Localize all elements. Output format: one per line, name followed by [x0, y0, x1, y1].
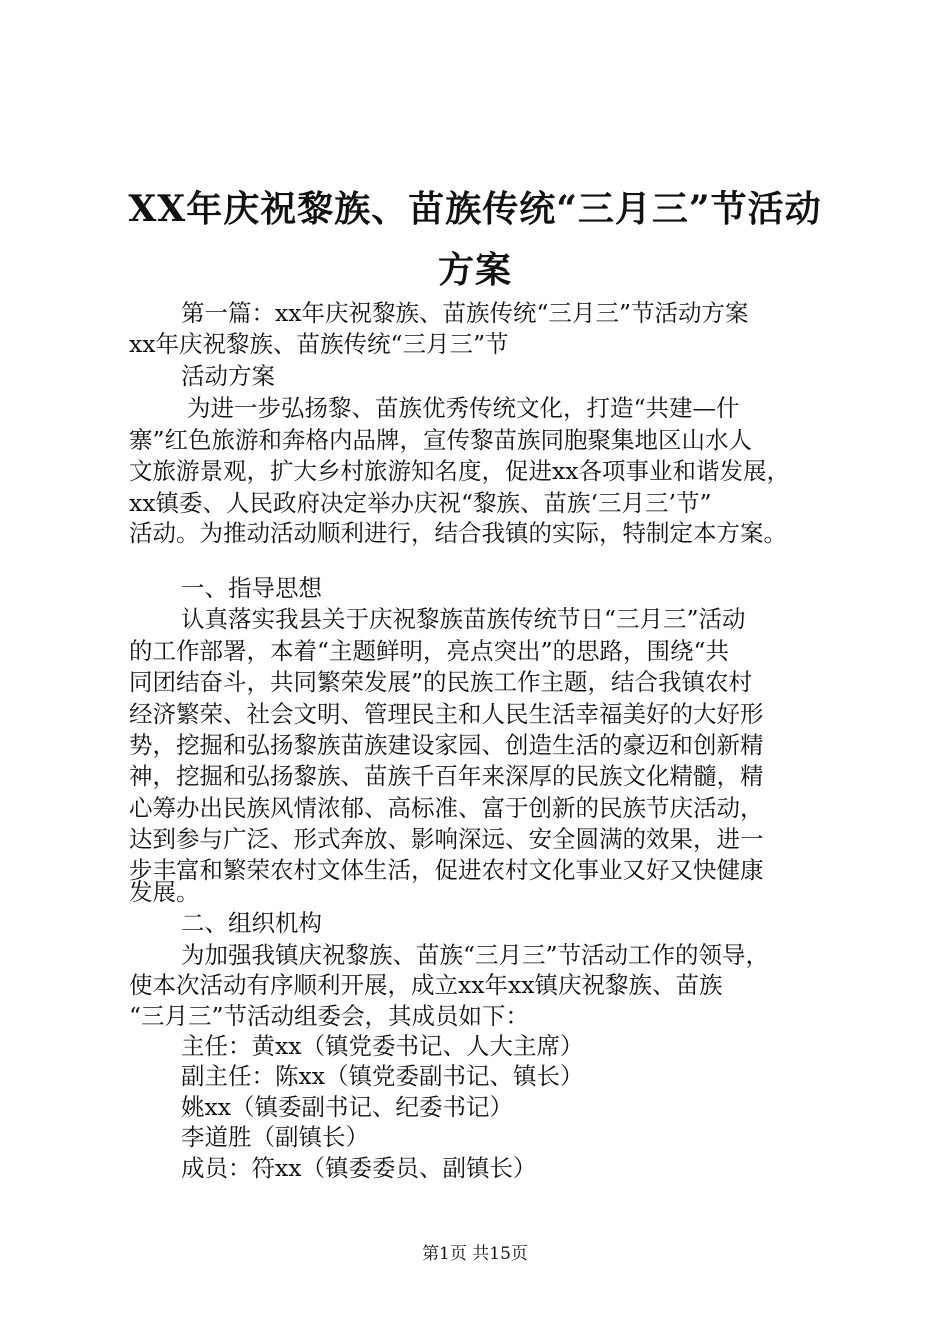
member-line: 成员：符xx（镇委委员、副镇长）: [181, 1154, 537, 1182]
document-title-line-2: 方案: [437, 249, 512, 291]
paragraph-line: “三月三”节活动组委会，其成员如下：: [129, 1002, 530, 1030]
member-line: 李道胜（副镇长）: [181, 1123, 369, 1151]
paragraph-line: 的工作部署，本着“主题鲜明，亮点突出”的思路，围绕“共: [129, 637, 730, 665]
section-heading-part-one: 第一篇：xx年庆祝黎族、苗族传统“三月三”节活动方案: [181, 299, 749, 327]
paragraph-line: 势，挖掘和弘扬黎族苗族建设家园、创造生活的豪迈和创新精: [129, 731, 764, 759]
paragraph-line: 同团结奋斗，共同繁荣发展”的民族工作主题，结合我镇农村: [129, 668, 753, 696]
paragraph-line: 神，挖掘和弘扬黎族、苗族千百年来深厚的民族文化精髓，精: [129, 762, 764, 790]
subtitle-line: xx年庆祝黎族、苗族传统“三月三”节: [129, 330, 509, 358]
paragraph-line: 活动。为推动活动顺利进行，结合我镇的实际，特制定本方案。: [129, 519, 787, 547]
paragraph-line: 发展。: [129, 878, 200, 906]
subtitle-line: 活动方案: [181, 362, 275, 390]
paragraph-line: 为加强我镇庆祝黎族、苗族“三月三”节活动工作的领导，: [181, 941, 770, 969]
section-heading: 一、指导思想: [181, 574, 322, 602]
paragraph-line: 心筹办出民族风情浓郁、高标准、富于创新的民族节庆活动，: [129, 794, 764, 822]
member-line: 姚xx（镇委副书记、纪委书记）: [181, 1093, 514, 1121]
section-heading: 二、组织机构: [181, 909, 322, 937]
paragraph-line: 经济繁荣、社会文明、管理民主和人民生活幸福美好的大好形: [129, 700, 764, 728]
paragraph-line: xx镇委、人民政府决定举办庆祝“黎族、苗族‘三月三’节”: [129, 489, 712, 517]
paragraph-line: 为进一步弘扬黎、苗族优秀传统文化，打造“共建—什: [187, 394, 740, 422]
page-number-footer: 第1页 共15页: [422, 1244, 528, 1264]
paragraph-line: 步丰富和繁荣农村文体生活，促进农村文化事业又好又快健康: [129, 856, 764, 884]
paragraph-line: 寨”红色旅游和奔格内品牌，宣传黎苗族同胞聚集地区山水人: [129, 426, 753, 454]
paragraph-line: 达到参与广泛、形式奔放、影响深远、安全圆满的效果，进一: [129, 825, 764, 853]
paragraph-line: 认真落实我县关于庆祝黎族苗族传统节日“三月三”活动: [181, 605, 746, 633]
paragraph-line: 文旅游景观，扩大乡村旅游知名度，促进xx各项事业和谐发展，: [129, 457, 791, 485]
member-line: 主任：黄xx（镇党委书记、人大主席）: [181, 1032, 584, 1060]
member-line: 副主任：陈xx（镇党委副书记、镇长）: [181, 1062, 584, 1090]
document-title-line-1: XX年庆祝黎族、苗族传统“三月三”节活动: [128, 188, 822, 230]
paragraph-line: 使本次活动有序顺利开展，成立xx年xx镇庆祝黎族、苗族: [129, 971, 723, 999]
